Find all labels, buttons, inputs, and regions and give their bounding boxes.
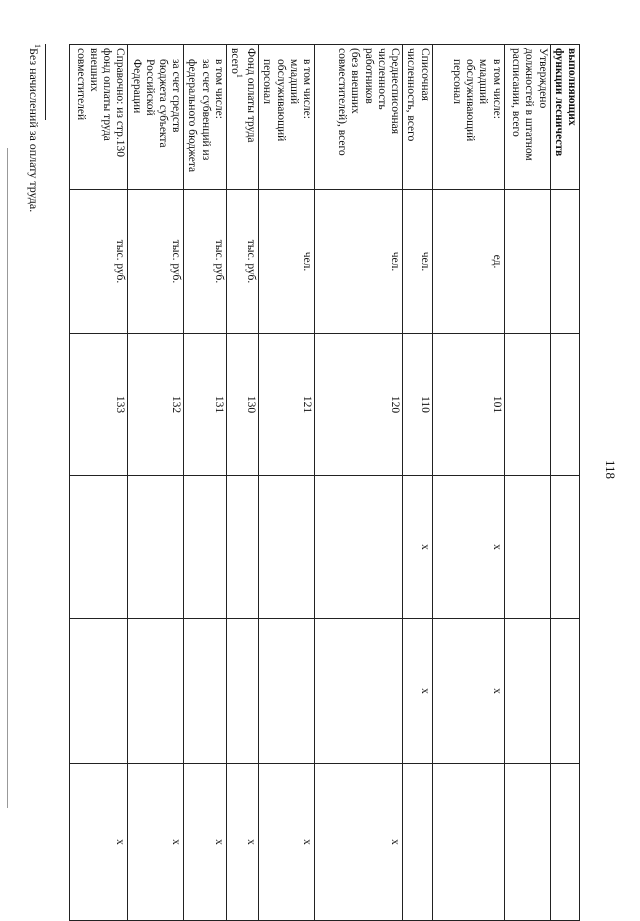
value-cell [259,619,315,764]
value-cell [184,619,227,764]
line-code-cell [504,334,550,476]
footnote-reference: 1 [234,73,244,78]
unit-cell [504,190,550,334]
unit-cell: чел. [315,190,403,334]
unit-cell: тыс. руб. [70,190,128,334]
value-cell: x [315,764,403,921]
unit-cell [550,190,579,334]
value-cell [128,619,184,764]
unit-cell: ед. [432,190,504,334]
value-cell [315,476,403,619]
row-label-text: Утверждено должностей в штатном расписании, всего [510,48,549,161]
value-cell: x [226,764,258,921]
line-code-cell: 131 [184,334,227,476]
unit-cell: тыс. руб. [226,190,258,334]
value-cell: x [128,764,184,921]
table-row [226,45,258,921]
line-code-cell: 130 [226,334,258,476]
row-label [70,45,128,190]
value-cell [128,476,184,619]
table-row [259,45,315,921]
row-label-text: Списочная численность, всего [405,48,431,142]
line-code-cell: 132 [128,334,184,476]
row-label [128,45,184,190]
value-cell: x [432,476,504,619]
value-cell [550,476,579,619]
value-cell [432,764,504,921]
unit-cell: чел. [259,190,315,334]
row-label-text: Среднесписочная численность работников (без внешних совместителей), всего [336,48,402,156]
row-label-text: Фонд оплаты труда всего [229,48,258,143]
value-cell [550,764,579,921]
row-label [504,45,550,190]
value-cell: x [70,764,128,921]
unit-cell: тыс. руб. [128,190,184,334]
table-row [70,45,128,921]
row-label-text: в том числе: младший обслуживающий персонал [261,59,314,142]
row-label [550,45,579,190]
row-label [315,45,403,190]
value-cell [403,764,432,921]
unit-cell: тыс. руб. [184,190,227,334]
value-cell [259,476,315,619]
row-label-text: Справочно: из стр.130 фонд оплаты труда внешних совместителей [74,48,127,157]
value-cell [315,619,403,764]
bottom-margin-line [7,148,8,808]
value-cell [504,476,550,619]
table-row [184,45,227,921]
row-label-text: выполняющих функции лесничеств [552,48,578,157]
value-cell: x [403,476,432,619]
row-label-text: в том числе: за счет субвенций из федерального бюджета [186,59,225,173]
table-row [403,45,432,921]
value-cell: x [184,764,227,921]
line-code-cell: 133 [70,334,128,476]
row-label [403,45,432,190]
line-code-cell [550,334,579,476]
value-cell: x [259,764,315,921]
value-cell [70,619,128,764]
value-cell [70,476,128,619]
footnote-text: Без начислений за оплату труда. [27,48,41,213]
table-row [550,45,579,921]
row-label [259,45,315,190]
unit-cell: чел. [403,190,432,334]
line-code-cell: 120 [315,334,403,476]
value-cell [504,619,550,764]
table-row [315,45,403,921]
line-code-cell: 101 [432,334,504,476]
report-table [69,44,580,921]
footnote-mark: 1 [33,44,42,48]
row-label-text: за счет средств бюджета субъекта Российской Федерации [130,59,183,148]
table-row [432,45,504,921]
page-number: 118 [603,460,618,480]
table-row [128,45,184,921]
row-label-text: в том числе: младший обслуживающий персонал [450,59,503,142]
value-cell [226,619,258,764]
value-cell: x [403,619,432,764]
footnote [26,44,42,212]
value-cell [504,764,550,921]
value-cell [184,476,227,619]
value-cell [226,476,258,619]
row-label [184,45,227,190]
line-code-cell: 121 [259,334,315,476]
value-cell: x [432,619,504,764]
row-label [432,45,504,190]
line-code-cell: 110 [403,334,432,476]
row-label [226,45,258,190]
table-row [504,45,550,921]
footnote-rule [45,44,46,120]
value-cell [550,619,579,764]
